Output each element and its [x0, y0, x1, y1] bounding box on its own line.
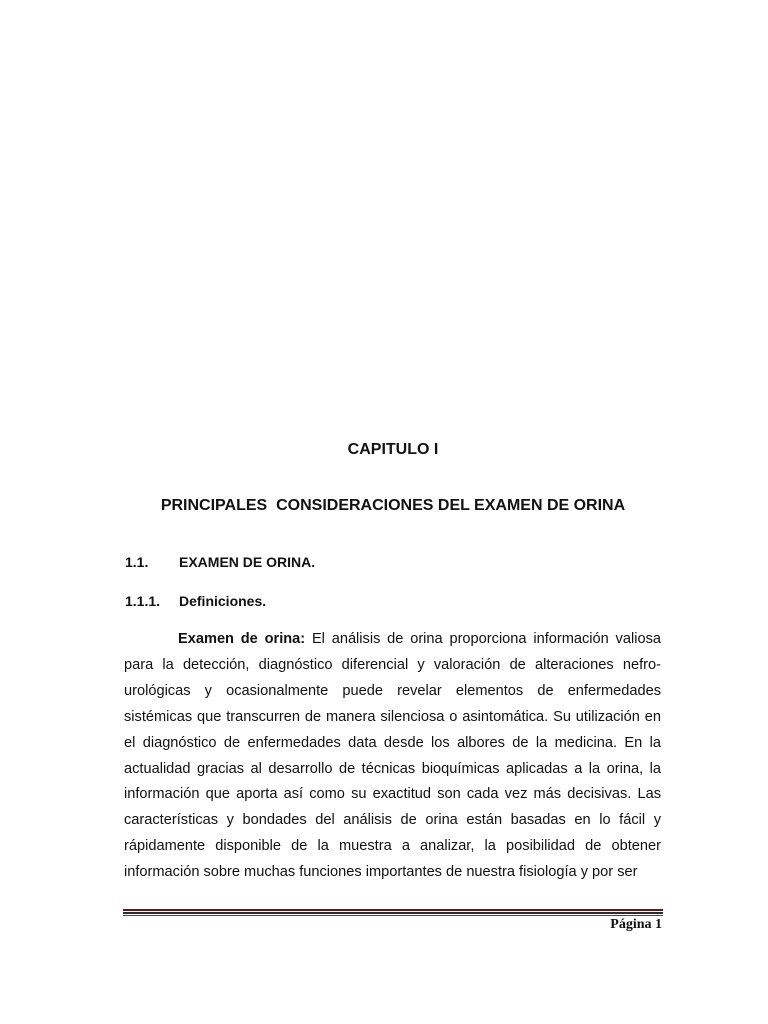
subsection-label: Definiciones. — [179, 593, 267, 609]
subsection-heading — [125, 592, 266, 610]
chapter-title: CAPITULO I — [347, 441, 439, 458]
section-number: 1.1. — [125, 554, 149, 570]
page-title: PRINCIPALES CONSIDERACIONES DEL EXAMEN DE ORINA — [160, 497, 626, 514]
footer-rule-middle — [123, 912, 663, 914]
footer-rule-top — [123, 909, 663, 911]
subsection-number: 1.1.1. — [125, 593, 161, 609]
section-label: EXAMEN DE ORINA. — [179, 554, 316, 570]
page-number: Página 1 — [610, 917, 662, 932]
section-heading — [125, 553, 315, 571]
body-paragraph — [124, 627, 661, 886]
paragraph-text: El análisis de orina proporciona información valiosa para la detección, diagnóstico diferencial y valoración de alteraciones nefro-urológicas y ocasionalmente puede revelar elementos de enfermedades sistémicas que transcurren de manera silenciosa o asintomática. Su utilización en el diagnóstico de enfermedades data desde los albores de la medicina. En la actualidad gracias al desarrollo de técnicas bioquímicas aplicadas a la orina, la información que aporta así como su exactitud son cada vez más decisivas. Las características y bondades del análisis de orina están basadas en lo fácil y rápidamente disponible de la muestra a analizar, la posibilidad de obtener información sobre muchas funciones importantes de nuestra fisiología y por ser — [124, 631, 661, 881]
footer-rule-bottom — [123, 915, 663, 916]
paragraph-lead: Examen de orina: — [178, 631, 306, 647]
